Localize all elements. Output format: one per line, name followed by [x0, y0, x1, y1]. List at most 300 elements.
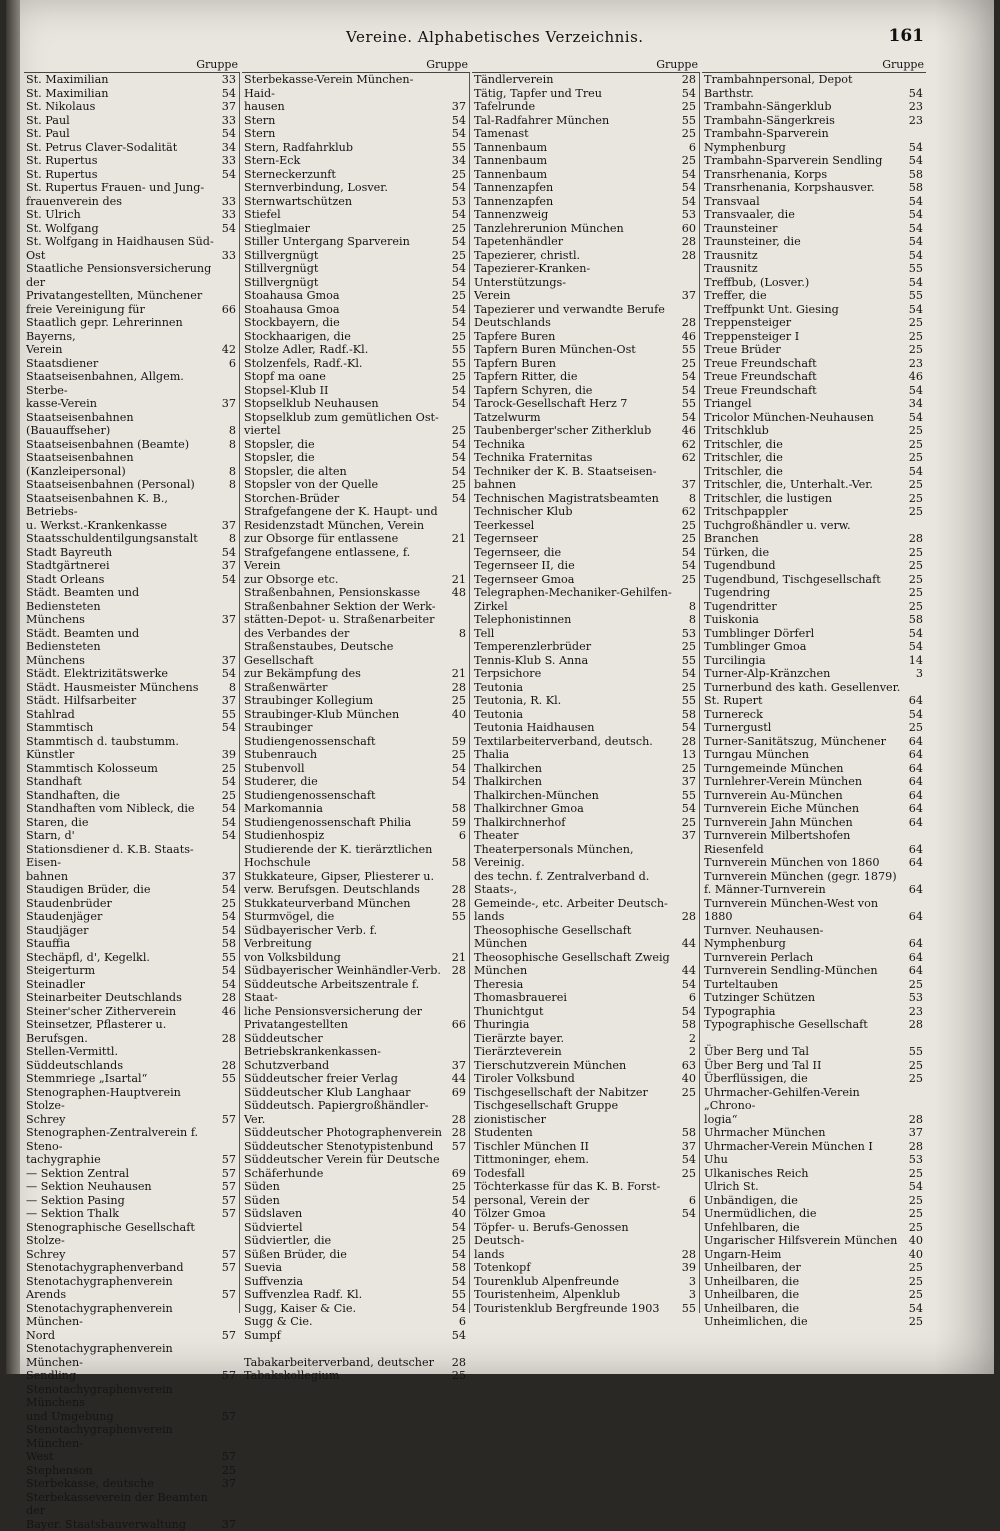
index-entry [242, 492, 469, 506]
index-entry [702, 978, 926, 992]
entry-name: Unheilbaren, die [702, 1275, 901, 1289]
entry-group-number: 25 [214, 897, 239, 911]
entry-group-number: 54 [444, 1275, 469, 1289]
index-entry [702, 1059, 926, 1073]
entry-name: Stenographen-Zentralverein f. Steno- tachygraphie [24, 1126, 214, 1167]
entry-name: Stammtisch d. taubstumm. Künstler [24, 735, 214, 762]
index-entry [472, 438, 699, 452]
entry-group-number: 55 [214, 708, 239, 722]
index-entry [24, 168, 239, 182]
entry-name: Stiefel [242, 208, 444, 222]
index-entry [472, 1167, 699, 1181]
entry-name: Stubenvoll [242, 762, 444, 776]
entry-name: Stenotachygraphenverein München- Nord [24, 1302, 214, 1343]
index-entry [702, 370, 926, 384]
index-entry [242, 694, 469, 708]
index-entry [702, 1180, 926, 1194]
entry-group-number: 64 [901, 843, 926, 857]
entry-name: Sterbekasse-Verein München-Haid- hausen [242, 73, 444, 114]
entry-group-number: 57 [214, 1329, 239, 1343]
entry-name: Tierärzte bayer. [472, 1032, 674, 1046]
index-entry [242, 154, 469, 168]
entry-group-number: 44 [444, 1072, 469, 1086]
entry-group-number: 54 [214, 546, 239, 560]
index-entry [702, 154, 926, 168]
entry-group-number: 54 [214, 816, 239, 830]
index-entry [24, 532, 239, 546]
index-entry [242, 910, 469, 924]
index-entry [24, 978, 239, 992]
entry-group-number: 25 [901, 1207, 926, 1221]
entry-group-number: 54 [444, 1248, 469, 1262]
entry-name: Stenotachygraphenverband [24, 1261, 214, 1275]
entry-group-number: 55 [444, 141, 469, 155]
entry-group-number: 28 [214, 991, 239, 1005]
index-entry [242, 1194, 469, 1208]
index-entry [702, 397, 926, 411]
index-entry [702, 249, 926, 263]
entry-name: Stern-Eck [242, 154, 444, 168]
entry-name: Süddeutscher freier Verlag [242, 1072, 444, 1086]
index-entry [24, 370, 239, 411]
entry-group-number: 40 [444, 1207, 469, 1221]
index-entry [472, 343, 699, 357]
entry-group-number: 55 [214, 951, 239, 965]
entry-group-number: 53 [674, 627, 699, 641]
entry-name: Turnerbund des kath. Gesellenver. St. Rupert [702, 681, 901, 708]
entry-name: Stopselklub Neuhausen [242, 397, 444, 411]
index-entry [242, 870, 469, 897]
entry-group-number: 25 [674, 100, 699, 114]
entry-group-number: 21 [444, 667, 469, 681]
entry-group-number: 55 [901, 1045, 926, 1059]
entry-name: Technischen Magistratsbeamten [472, 492, 674, 506]
entry-group-number: 23 [901, 114, 926, 128]
index-entry [24, 1477, 239, 1491]
index-entry [242, 478, 469, 492]
entry-name: Stammtisch [24, 721, 214, 735]
index-entry [242, 465, 469, 479]
entry-name: Turngau München [702, 748, 901, 762]
entry-group-number: 25 [901, 478, 926, 492]
entry-name: Treue Freundschaft [702, 384, 901, 398]
group-column-header: Gruppe [242, 58, 470, 72]
index-entry [24, 438, 239, 452]
entry-group-number: 25 [901, 1221, 926, 1235]
entry-name: Tabakarbeiterverband, deutscher [242, 1356, 444, 1370]
index-entry [702, 856, 926, 870]
entry-group-number: 25 [214, 1464, 239, 1478]
entry-name: Sugg & Cie. [242, 1315, 444, 1329]
index-entry [472, 100, 699, 114]
entry-name: — Sektion Thalk [24, 1207, 214, 1221]
entry-name: Turnverein München-West von 1880 [702, 897, 901, 924]
index-entry [472, 222, 699, 236]
index-entry [242, 330, 469, 344]
index-entry [242, 397, 469, 411]
entry-name: Theresia [472, 978, 674, 992]
entry-name: Süddeutscher Stenotypistenbund [242, 1140, 444, 1154]
entry-group-number: 28 [674, 235, 699, 249]
entry-group-number: 57 [214, 1153, 239, 1167]
index-entry [242, 897, 469, 911]
index-entry [472, 721, 699, 735]
index-entry [242, 1261, 469, 1275]
entry-group-number: 64 [901, 802, 926, 816]
index-entry [242, 451, 469, 465]
index-entry [702, 289, 926, 303]
entry-group-number: 39 [674, 1261, 699, 1275]
index-entry [472, 505, 699, 519]
entry-name: Studerer, die [242, 775, 444, 789]
index-entry [24, 262, 239, 316]
index-entry [242, 924, 469, 965]
entry-name: Teutonia Haidhausen [472, 721, 674, 735]
entry-group-number: 44 [674, 937, 699, 951]
entry-group-number: 54 [214, 978, 239, 992]
index-entry [24, 951, 239, 965]
entry-group-number: 54 [444, 397, 469, 411]
entry-group-number: 57 [214, 1180, 239, 1194]
entry-group-number: 25 [901, 451, 926, 465]
index-entry [472, 613, 699, 627]
entry-name: Todesfall [472, 1167, 674, 1181]
index-entry [702, 924, 926, 951]
entry-group-number: 25 [444, 289, 469, 303]
index-entry [24, 1275, 239, 1302]
entry-group-number: 25 [901, 316, 926, 330]
index-entry [242, 222, 469, 236]
entry-group-number: 54 [674, 1207, 699, 1221]
entry-name: Turner-Sanitätszug, Münchener [702, 735, 901, 749]
entry-name: Taubenberger'scher Zitherklub [472, 424, 674, 438]
entry-name: Süßen Brüder, die [242, 1248, 444, 1262]
entry-group-number: 53 [901, 991, 926, 1005]
entry-name: Tritschler, die [702, 451, 901, 465]
entry-name: Tugendring [702, 586, 901, 600]
entry-name: Tischgesellschaft der Nabitzer [472, 1086, 674, 1100]
entry-name: Typographia [702, 1005, 901, 1019]
entry-group-number: 28 [674, 910, 699, 924]
index-entry [24, 762, 239, 776]
entry-group-number: 28 [444, 1126, 469, 1140]
entry-group-number: 54 [444, 181, 469, 195]
index-entry [24, 1423, 239, 1464]
index-entry [24, 964, 239, 978]
entry-name: Trambahn-Sparverein Nymphenburg [702, 127, 901, 154]
index-entry [472, 924, 699, 951]
entry-name: Thalkirchen-München [472, 789, 674, 803]
entry-name: Stern [242, 114, 444, 128]
index-entry [472, 87, 699, 101]
entry-name: Stammtisch Kolosseum [24, 762, 214, 776]
index-entry [702, 114, 926, 128]
entry-group-number: 55 [444, 343, 469, 357]
entry-name: Staudenbrüder [24, 897, 214, 911]
entry-name: Süddeutsche Arbeitszentrale f. Staat- liche Pensionsversicherung der Privatangestellten [242, 978, 444, 1032]
index-entry [24, 586, 239, 627]
entry-group-number: 25 [674, 762, 699, 776]
entry-group-number: 25 [901, 600, 926, 614]
entry-name: Städt. Beamten und Bediensteten Münchens [24, 627, 214, 668]
index-entry [472, 775, 699, 789]
index-entry [24, 181, 239, 208]
entry-group-number: 25 [674, 816, 699, 830]
entry-name: Stiller Untergang Sparverein [242, 235, 444, 249]
entry-group-number: 25 [444, 1369, 469, 1383]
entry-name: Stellen-Vermittl. Süddeutschlands [24, 1045, 214, 1072]
index-entry [242, 721, 469, 748]
entry-group-number: 55 [674, 397, 699, 411]
entry-name: Staatseisenbahnen (Kanzleipersonal) [24, 451, 214, 478]
entry-group-number: 64 [901, 775, 926, 789]
index-entry [702, 1153, 926, 1167]
index-entry [242, 343, 469, 357]
entry-name: Theosophische Gesellschaft München [472, 924, 674, 951]
index-entry [24, 1194, 239, 1208]
entry-group-number: 54 [674, 370, 699, 384]
entry-name: Stillvergnügt [242, 249, 444, 263]
entry-group-number: 37 [901, 1126, 926, 1140]
entry-name: Storchen-Brüder [242, 492, 444, 506]
entry-name: Thunichtgut [472, 1005, 674, 1019]
entry-name: Turnergustl [702, 721, 901, 735]
entry-group-number: 3 [901, 667, 926, 681]
entry-group-number: 25 [214, 789, 239, 803]
entry-name: Straubinger Kollegium [242, 694, 444, 708]
index-entry [242, 249, 469, 263]
entry-name: Touristenklub Bergfreunde 1903 [472, 1302, 674, 1316]
index-entry [472, 748, 699, 762]
entry-name: Tanzlehrerunion München [472, 222, 674, 236]
entry-group-number: 54 [901, 411, 926, 425]
entry-name: Transvaal [702, 195, 901, 209]
entry-group-number: 25 [444, 330, 469, 344]
entry-group-number: 53 [444, 195, 469, 209]
entry-name: Tritschler, die [702, 438, 901, 452]
index-entry [702, 451, 926, 465]
entry-name: Staatliche Pensionsversicherung der Privatangestellten, Münchener freie Vereinigung für [24, 262, 214, 316]
entry-group-number: 54 [901, 195, 926, 209]
entry-group-number: 8 [214, 438, 239, 452]
index-entry [242, 289, 469, 303]
entry-group-number: 59 [444, 816, 469, 830]
index-entry [472, 451, 699, 465]
entry-name: Traunsteiner, die [702, 235, 901, 249]
entry-name: Steigerturm [24, 964, 214, 978]
entry-name: Suffvenzlea Radf. Kl. [242, 1288, 444, 1302]
entry-group-number: 69 [444, 1167, 469, 1181]
index-entry [702, 1248, 926, 1262]
index-entry [702, 573, 926, 587]
entry-group-number: 54 [901, 141, 926, 155]
entry-name: Städt. Beamten und Bediensteten Münchens [24, 586, 214, 627]
entry-name: Treppensteiger [702, 316, 901, 330]
entry-name: Süddeutscher Betriebskrankenkassen- Schutzverband [242, 1032, 444, 1073]
entry-name: Tierärzteverein [472, 1045, 674, 1059]
entry-name: Studiengenossenschaft Markomannia [242, 789, 444, 816]
index-entry [702, 735, 926, 749]
entry-name: Tell [472, 627, 674, 641]
entry-group-number: 8 [214, 465, 239, 479]
entry-group-number: 54 [214, 775, 239, 789]
entry-name: Tierschutzverein München [472, 1059, 674, 1073]
index-entry [702, 559, 926, 573]
index-entry [24, 802, 239, 816]
entry-name: Strafgefangene entlassene, f. Verein zur Obsorge etc. [242, 546, 444, 587]
entry-name: Stern, Radfahrklub [242, 141, 444, 155]
entry-name: Turnverein Jahn München [702, 816, 901, 830]
entry-group-number: 3 [674, 1275, 699, 1289]
index-entry [24, 73, 239, 87]
entry-group-number: 48 [444, 586, 469, 600]
entry-name: Standhaften vom Nibleck, die [24, 802, 214, 816]
entry-group-number: 66 [214, 303, 239, 317]
index-entry [24, 1167, 239, 1181]
index-entry [242, 127, 469, 141]
entry-group-number: 21 [444, 951, 469, 965]
index-entry [242, 978, 469, 1032]
index-entry [702, 897, 926, 924]
index-entry [472, 519, 699, 533]
index-entry [24, 667, 239, 681]
entry-name: Steinsetzer, Pflasterer u. Berufsgen. [24, 1018, 214, 1045]
entry-group-number: 55 [674, 694, 699, 708]
index-entry [702, 343, 926, 357]
entry-name: Stadtgärtnerei [24, 559, 214, 573]
entry-group-number: 37 [214, 1477, 239, 1491]
index-entry [242, 357, 469, 371]
index-entry [24, 681, 239, 695]
entry-group-number: 37 [214, 397, 239, 411]
entry-group-number: 57 [214, 1167, 239, 1181]
entry-group-number: 66 [444, 1018, 469, 1032]
section-gap [242, 1342, 469, 1356]
entry-name: Überflüssigen, die [702, 1072, 901, 1086]
index-entry [242, 681, 469, 695]
index-entry [472, 1072, 699, 1086]
index-entry [242, 438, 469, 452]
index-entry [702, 870, 926, 897]
entry-name: Treue Brüder [702, 343, 901, 357]
entry-group-number: 25 [444, 478, 469, 492]
entry-group-number: 28 [444, 1356, 469, 1370]
entry-group-number: 25 [674, 1167, 699, 1181]
entry-name: Telegraphen-Mechaniker-Gehilfen- Zirkel [472, 586, 674, 613]
entry-name: Staatseisenbahnen (Personal) [24, 478, 214, 492]
index-entry [24, 87, 239, 101]
index-entry [24, 1383, 239, 1424]
index-entry [242, 1234, 469, 1248]
entry-group-number: 34 [444, 154, 469, 168]
entry-group-number: 69 [444, 1086, 469, 1100]
entry-name: Straubinger-Klub München [242, 708, 444, 722]
entry-name: Theosophische Gesellschaft Zweig München [472, 951, 674, 978]
entry-group-number: 28 [444, 883, 469, 897]
index-entry [472, 181, 699, 195]
entry-group-number: 54 [444, 775, 469, 789]
index-entry [702, 1288, 926, 1302]
entry-name: Ungarischer Hilfsverein München [702, 1234, 901, 1248]
index-entry [472, 1221, 699, 1262]
entry-group-number: 63 [674, 1059, 699, 1073]
entry-group-number: 46 [901, 370, 926, 384]
entry-name: Unheilbaren, die [702, 1288, 901, 1302]
entry-group-number: 54 [444, 762, 469, 776]
entry-name: Tapezierer, christl. [472, 249, 674, 263]
entry-group-number: 25 [901, 559, 926, 573]
entry-name: Unheilbaren, der [702, 1261, 901, 1275]
entry-group-number: 21 [444, 573, 469, 587]
entry-group-number: 25 [674, 154, 699, 168]
entry-group-number: 25 [901, 586, 926, 600]
entry-group-number: 8 [214, 532, 239, 546]
entry-group-number: 53 [674, 208, 699, 222]
entry-group-number: 54 [444, 1329, 469, 1343]
entry-name: Studiengenossenschaft Philia [242, 816, 444, 830]
entry-group-number: 54 [901, 1180, 926, 1194]
index-entry [472, 735, 699, 749]
entry-name: Stopsler, die alten [242, 465, 444, 479]
entry-group-number: 25 [444, 370, 469, 384]
index-entry [242, 1140, 469, 1154]
index-entry [24, 357, 239, 371]
entry-name: Tätig, Tapfer und Treu [472, 87, 674, 101]
entry-group-number: 23 [901, 100, 926, 114]
entry-name: Tuiskonia [702, 613, 901, 627]
index-entry [242, 1302, 469, 1316]
entry-name: Strafgefangene der K. Haupt- und Residenzstadt München, Verein zur Obsorge für entlassene [242, 505, 444, 546]
entry-group-number: 28 [444, 964, 469, 978]
index-entry [242, 73, 469, 114]
entry-name: Turnverein Perlach [702, 951, 901, 965]
index-entry [24, 937, 239, 951]
index-entry [702, 316, 926, 330]
entry-group-number: 55 [444, 1288, 469, 1302]
entry-group-number: 55 [674, 1302, 699, 1316]
entry-group-number: 54 [901, 87, 926, 101]
entry-group-number: 64 [901, 964, 926, 978]
entry-name: Stauffia [24, 937, 214, 951]
entry-name: Tumblinger Gmoa [702, 640, 901, 654]
index-entry [702, 721, 926, 735]
entry-group-number: 2 [674, 1032, 699, 1046]
entry-group-number: 58 [674, 708, 699, 722]
entry-name: Töpfer- u. Berufs-Genossen Deutsch- lands [472, 1221, 674, 1262]
entry-group-number: 54 [444, 276, 469, 290]
index-entry [242, 748, 469, 762]
entry-group-number: 33 [214, 154, 239, 168]
index-entry [242, 1072, 469, 1086]
index-entry [242, 384, 469, 398]
entry-group-number: 28 [901, 1018, 926, 1032]
entry-name: Sturmvögel, die [242, 910, 444, 924]
entry-group-number: 54 [674, 559, 699, 573]
entry-name: — Sektion Neuhausen [24, 1180, 214, 1194]
entry-name: Turner-Alp-Kränzchen [702, 667, 901, 681]
index-entry [702, 384, 926, 398]
index-entry [242, 762, 469, 776]
entry-name: Telephonistinnen [472, 613, 674, 627]
entry-name: Treffbub, (Losver.) [702, 276, 901, 290]
entry-name: — Sektion Zentral [24, 1167, 214, 1181]
entry-name: Triangel [702, 397, 901, 411]
entry-group-number: 54 [674, 978, 699, 992]
entry-group-number: 54 [444, 465, 469, 479]
entry-group-number: 6 [444, 1315, 469, 1329]
entry-group-number: 54 [674, 721, 699, 735]
index-entry [242, 262, 469, 276]
